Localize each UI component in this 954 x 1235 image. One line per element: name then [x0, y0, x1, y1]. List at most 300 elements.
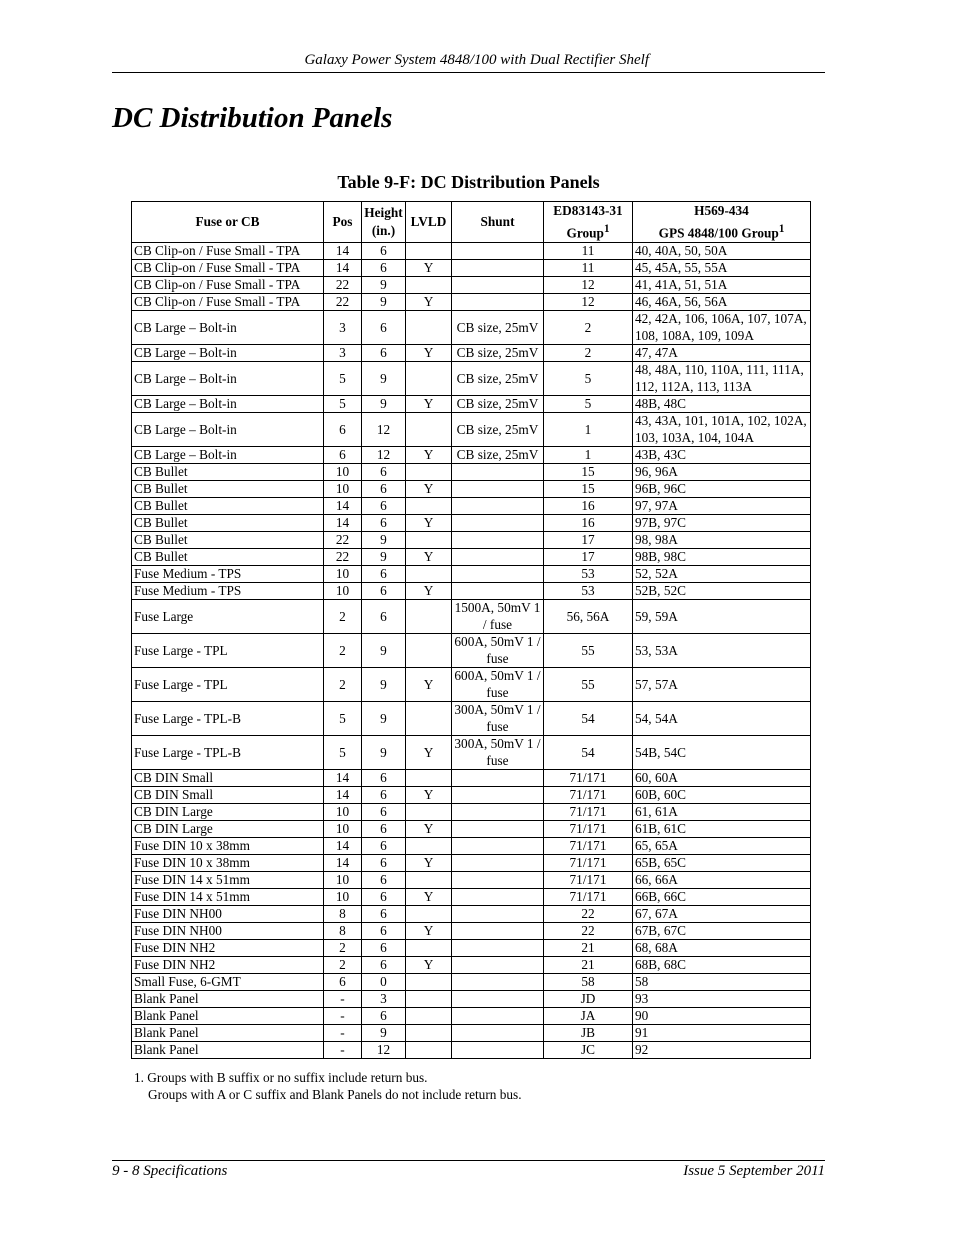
footer-rule [112, 1160, 825, 1161]
cell-shunt: CB size, 25mV [452, 311, 544, 345]
cell-height: 6 [362, 566, 406, 583]
cell-height: 6 [362, 583, 406, 600]
cell-fuse-or-cb: Blank Panel [132, 991, 324, 1008]
cell-pos: 14 [324, 515, 362, 532]
cell-ed-group: 56, 56A [544, 600, 633, 634]
cell-fuse-or-cb: CB Clip-on / Fuse Small - TPA [132, 294, 324, 311]
cell-pos: 22 [324, 294, 362, 311]
cell-shunt [452, 532, 544, 549]
cell-h569-group: 93 [633, 991, 811, 1008]
table-row [132, 906, 811, 923]
cell-lvld [406, 311, 452, 345]
cell-fuse-or-cb: Fuse DIN NH2 [132, 940, 324, 957]
cell-ed-group: 15 [544, 464, 633, 481]
cell-h569-group: 66, 66A [633, 872, 811, 889]
cell-height: 9 [362, 549, 406, 566]
cell-shunt [452, 481, 544, 498]
cell-lvld [406, 600, 452, 634]
cell-h569-group: 42, 42A, 106, 106A, 107, 107A, 108, 108A, 109, 109A [633, 311, 811, 345]
cell-shunt [452, 515, 544, 532]
footer-issue-date: Issue 5 September 2011 [683, 1163, 825, 1179]
table-row [132, 583, 811, 600]
cell-shunt: 300A, 50mV 1 / fuse [452, 736, 544, 770]
table-row [132, 345, 811, 362]
cell-pos: 14 [324, 787, 362, 804]
cell-ed-group: 53 [544, 583, 633, 600]
cell-height: 0 [362, 974, 406, 991]
cell-shunt [452, 770, 544, 787]
cell-fuse-or-cb: CB Large – Bolt-in [132, 311, 324, 345]
cell-shunt [452, 549, 544, 566]
cell-ed-group: 16 [544, 498, 633, 515]
cell-h569-group: 52B, 52C [633, 583, 811, 600]
col-header-pos: Pos [324, 202, 362, 243]
cell-pos: 6 [324, 974, 362, 991]
cell-height: 9 [362, 634, 406, 668]
cell-ed-group: 5 [544, 396, 633, 413]
cell-ed-group: 11 [544, 260, 633, 277]
cell-shunt: 1500A, 50mV 1 / fuse [452, 600, 544, 634]
table-row [132, 294, 811, 311]
table-row [132, 804, 811, 821]
cell-h569-group: 46, 46A, 56, 56A [633, 294, 811, 311]
cell-pos: 5 [324, 396, 362, 413]
cell-ed-group: 58 [544, 974, 633, 991]
table-row [132, 838, 811, 855]
cell-ed-group: 16 [544, 515, 633, 532]
cell-fuse-or-cb: Fuse DIN 14 x 51mm [132, 889, 324, 906]
cell-ed-group: JB [544, 1025, 633, 1042]
cell-fuse-or-cb: Fuse DIN 10 x 38mm [132, 855, 324, 872]
table-row [132, 923, 811, 940]
cell-pos: 22 [324, 549, 362, 566]
cell-height: 6 [362, 872, 406, 889]
cell-lvld [406, 413, 452, 447]
cell-pos: 8 [324, 906, 362, 923]
cell-ed-group: 71/171 [544, 804, 633, 821]
cell-shunt [452, 787, 544, 804]
dc-distribution-table [131, 201, 811, 1059]
cell-pos: - [324, 991, 362, 1008]
running-header: Galaxy Power System 4848/100 with Dual Rectifier Shelf [304, 52, 649, 68]
cell-fuse-or-cb: CB Clip-on / Fuse Small - TPA [132, 277, 324, 294]
table-row [132, 1008, 811, 1025]
cell-shunt [452, 889, 544, 906]
footnote-line-1: 1. Groups with B suffix or no suffix include return bus. [134, 1070, 428, 1085]
cell-pos: 2 [324, 634, 362, 668]
cell-pos: 10 [324, 464, 362, 481]
table-row [132, 940, 811, 957]
cell-lvld: Y [406, 294, 452, 311]
cell-fuse-or-cb: CB Clip-on / Fuse Small - TPA [132, 260, 324, 277]
cell-height: 9 [362, 294, 406, 311]
cell-h569-group: 47, 47A [633, 345, 811, 362]
cell-lvld [406, 1008, 452, 1025]
cell-h569-group: 43B, 43C [633, 447, 811, 464]
cell-height: 6 [362, 940, 406, 957]
cell-h569-group: 61B, 61C [633, 821, 811, 838]
cell-ed-group: 71/171 [544, 872, 633, 889]
cell-shunt [452, 583, 544, 600]
cell-height: 6 [362, 600, 406, 634]
cell-lvld: Y [406, 345, 452, 362]
cell-pos: 14 [324, 260, 362, 277]
cell-pos: - [324, 1008, 362, 1025]
cell-ed-group: 17 [544, 532, 633, 549]
cell-height: 6 [362, 464, 406, 481]
cell-shunt: 300A, 50mV 1 / fuse [452, 702, 544, 736]
col-header-height: Height (in.) [362, 202, 406, 243]
cell-ed-group: 53 [544, 566, 633, 583]
cell-h569-group: 60B, 60C [633, 787, 811, 804]
cell-height: 3 [362, 991, 406, 1008]
cell-shunt: CB size, 25mV [452, 345, 544, 362]
table-row [132, 991, 811, 1008]
cell-pos: 3 [324, 311, 362, 345]
cell-height: 12 [362, 413, 406, 447]
cell-pos: 5 [324, 362, 362, 396]
cell-shunt [452, 974, 544, 991]
cell-shunt [452, 294, 544, 311]
col-header-h569-group: H569-434 GPS 4848/100 Group$^1$ [633, 202, 811, 243]
cell-fuse-or-cb: Fuse Large - TPL [132, 668, 324, 702]
cell-pos: 14 [324, 243, 362, 260]
cell-lvld: Y [406, 668, 452, 702]
cell-height: 6 [362, 311, 406, 345]
cell-h569-group: 98, 98A [633, 532, 811, 549]
cell-ed-group: 1 [544, 447, 633, 464]
cell-ed-group: 54 [544, 736, 633, 770]
cell-height: 12 [362, 447, 406, 464]
cell-height: 9 [362, 277, 406, 294]
cell-shunt [452, 464, 544, 481]
cell-h569-group: 68, 68A [633, 940, 811, 957]
cell-pos: 2 [324, 668, 362, 702]
cell-shunt [452, 872, 544, 889]
page-title: DC Distribution Panels [112, 102, 393, 134]
cell-h569-group: 54B, 54C [633, 736, 811, 770]
cell-height: 6 [362, 906, 406, 923]
cell-h569-group: 66B, 66C [633, 889, 811, 906]
cell-fuse-or-cb: Fuse DIN 14 x 51mm [132, 872, 324, 889]
cell-h569-group: 68B, 68C [633, 957, 811, 974]
table-row [132, 821, 811, 838]
cell-fuse-or-cb: Small Fuse, 6-GMT [132, 974, 324, 991]
table-row [132, 634, 811, 668]
cell-height: 6 [362, 498, 406, 515]
cell-ed-group: 71/171 [544, 889, 633, 906]
cell-lvld: Y [406, 889, 452, 906]
cell-shunt [452, 923, 544, 940]
cell-height: 9 [362, 1025, 406, 1042]
cell-pos: 14 [324, 838, 362, 855]
cell-ed-group: 55 [544, 634, 633, 668]
cell-height: 6 [362, 243, 406, 260]
cell-height: 9 [362, 532, 406, 549]
cell-h569-group: 53, 53A [633, 634, 811, 668]
cell-h569-group: 65, 65A [633, 838, 811, 855]
cell-h569-group: 65B, 65C [633, 855, 811, 872]
table-row [132, 770, 811, 787]
table-row [132, 277, 811, 294]
cell-h569-group: 58 [633, 974, 811, 991]
cell-ed-group: 21 [544, 957, 633, 974]
cell-pos: 6 [324, 447, 362, 464]
cell-shunt [452, 498, 544, 515]
cell-ed-group: JA [544, 1008, 633, 1025]
cell-ed-group: 11 [544, 243, 633, 260]
cell-lvld [406, 838, 452, 855]
cell-pos: - [324, 1025, 362, 1042]
cell-height: 6 [362, 515, 406, 532]
cell-lvld: Y [406, 447, 452, 464]
cell-shunt [452, 804, 544, 821]
cell-height: 9 [362, 362, 406, 396]
cell-lvld [406, 804, 452, 821]
cell-fuse-or-cb: CB Large – Bolt-in [132, 447, 324, 464]
cell-fuse-or-cb: CB Large – Bolt-in [132, 396, 324, 413]
cell-shunt: CB size, 25mV [452, 413, 544, 447]
table-row [132, 396, 811, 413]
table-row [132, 498, 811, 515]
col-header-shunt: Shunt [452, 202, 544, 243]
cell-fuse-or-cb: CB Bullet [132, 498, 324, 515]
cell-lvld: Y [406, 260, 452, 277]
cell-fuse-or-cb: CB Bullet [132, 481, 324, 498]
cell-h569-group: 67, 67A [633, 906, 811, 923]
cell-h569-group: 40, 40A, 50, 50A [633, 243, 811, 260]
cell-pos: 10 [324, 566, 362, 583]
cell-lvld: Y [406, 481, 452, 498]
cell-ed-group: 71/171 [544, 821, 633, 838]
cell-lvld [406, 872, 452, 889]
cell-fuse-or-cb: Fuse Large - TPL-B [132, 736, 324, 770]
cell-pos: 5 [324, 702, 362, 736]
cell-fuse-or-cb: CB Large – Bolt-in [132, 413, 324, 447]
cell-fuse-or-cb: Blank Panel [132, 1042, 324, 1059]
cell-ed-group: 17 [544, 549, 633, 566]
cell-lvld [406, 464, 452, 481]
cell-ed-group: 2 [544, 311, 633, 345]
cell-lvld [406, 974, 452, 991]
cell-pos: 14 [324, 498, 362, 515]
cell-shunt [452, 1008, 544, 1025]
cell-lvld [406, 566, 452, 583]
cell-height: 6 [362, 770, 406, 787]
cell-fuse-or-cb: Fuse DIN NH2 [132, 957, 324, 974]
cell-fuse-or-cb: Fuse Large - TPL [132, 634, 324, 668]
cell-lvld: Y [406, 855, 452, 872]
cell-pos: 22 [324, 532, 362, 549]
cell-lvld [406, 532, 452, 549]
cell-shunt [452, 260, 544, 277]
cell-lvld: Y [406, 396, 452, 413]
table-header-row [132, 202, 811, 243]
cell-pos: 10 [324, 481, 362, 498]
cell-pos: 14 [324, 770, 362, 787]
cell-shunt [452, 940, 544, 957]
cell-lvld [406, 243, 452, 260]
table-row [132, 243, 811, 260]
cell-h569-group: 60, 60A [633, 770, 811, 787]
header-rule [112, 72, 825, 73]
cell-lvld [406, 1042, 452, 1059]
cell-h569-group: 67B, 67C [633, 923, 811, 940]
table-footnote [134, 1069, 522, 1103]
cell-fuse-or-cb: CB Large – Bolt-in [132, 362, 324, 396]
cell-h569-group: 48, 48A, 110, 110A, 111, 111A, 112, 112A, 113, 113A [633, 362, 811, 396]
cell-ed-group: 2 [544, 345, 633, 362]
cell-height: 9 [362, 736, 406, 770]
cell-ed-group: 22 [544, 906, 633, 923]
col-header-ed-group: ED83143-31 Group$^1$ [544, 202, 633, 243]
cell-lvld [406, 1025, 452, 1042]
cell-h569-group: 98B, 98C [633, 549, 811, 566]
cell-ed-group: JC [544, 1042, 633, 1059]
cell-shunt [452, 838, 544, 855]
cell-pos: 2 [324, 600, 362, 634]
cell-height: 6 [362, 345, 406, 362]
cell-h569-group: 45, 45A, 55, 55A [633, 260, 811, 277]
col-header-lvld: LVLD [406, 202, 452, 243]
table-row [132, 447, 811, 464]
cell-height: 6 [362, 838, 406, 855]
cell-shunt [452, 906, 544, 923]
cell-pos: 10 [324, 583, 362, 600]
cell-shunt: 600A, 50mV 1 / fuse [452, 668, 544, 702]
cell-lvld: Y [406, 515, 452, 532]
cell-pos: 10 [324, 889, 362, 906]
cell-height: 9 [362, 396, 406, 413]
cell-ed-group: 1 [544, 413, 633, 447]
cell-ed-group: 71/171 [544, 787, 633, 804]
cell-ed-group: 15 [544, 481, 633, 498]
cell-fuse-or-cb: Fuse Medium - TPS [132, 583, 324, 600]
footnote-line-2: Groups with A or C suffix and Blank Panels do not include return bus. [148, 1087, 522, 1102]
cell-pos: 3 [324, 345, 362, 362]
table-row [132, 260, 811, 277]
cell-fuse-or-cb: CB DIN Large [132, 804, 324, 821]
col-header-fuse-or-cb: Fuse or CB [132, 202, 324, 243]
cell-height: 6 [362, 260, 406, 277]
table-caption: Table 9-F: DC Distribution Panels [337, 172, 600, 192]
cell-shunt: CB size, 25mV [452, 447, 544, 464]
cell-pos: - [324, 1042, 362, 1059]
cell-pos: 2 [324, 957, 362, 974]
cell-pos: 8 [324, 923, 362, 940]
cell-ed-group: 5 [544, 362, 633, 396]
cell-fuse-or-cb: CB DIN Small [132, 770, 324, 787]
cell-shunt [452, 243, 544, 260]
table-row [132, 481, 811, 498]
table-row [132, 889, 811, 906]
table-row [132, 362, 811, 396]
cell-height: 9 [362, 702, 406, 736]
cell-h569-group: 59, 59A [633, 600, 811, 634]
cell-lvld [406, 906, 452, 923]
cell-height: 6 [362, 804, 406, 821]
cell-h569-group: 90 [633, 1008, 811, 1025]
cell-pos: 22 [324, 277, 362, 294]
cell-height: 9 [362, 668, 406, 702]
cell-height: 6 [362, 855, 406, 872]
cell-shunt: 600A, 50mV 1 / fuse [452, 634, 544, 668]
cell-shunt: CB size, 25mV [452, 362, 544, 396]
table-row [132, 702, 811, 736]
cell-lvld: Y [406, 787, 452, 804]
cell-height: 6 [362, 923, 406, 940]
cell-h569-group: 97, 97A [633, 498, 811, 515]
cell-h569-group: 91 [633, 1025, 811, 1042]
table-row [132, 413, 811, 447]
cell-lvld [406, 940, 452, 957]
cell-h569-group: 61, 61A [633, 804, 811, 821]
cell-lvld [406, 362, 452, 396]
cell-h569-group: 92 [633, 1042, 811, 1059]
cell-fuse-or-cb: CB Bullet [132, 464, 324, 481]
cell-ed-group: 12 [544, 277, 633, 294]
cell-fuse-or-cb: CB Bullet [132, 515, 324, 532]
cell-h569-group: 52, 52A [633, 566, 811, 583]
cell-ed-group: 22 [544, 923, 633, 940]
cell-height: 12 [362, 1042, 406, 1059]
cell-lvld [406, 770, 452, 787]
cell-pos: 10 [324, 804, 362, 821]
cell-fuse-or-cb: CB Large – Bolt-in [132, 345, 324, 362]
cell-ed-group: 71/171 [544, 838, 633, 855]
cell-ed-group: JD [544, 991, 633, 1008]
cell-lvld: Y [406, 583, 452, 600]
cell-pos: 2 [324, 940, 362, 957]
cell-shunt [452, 1025, 544, 1042]
table-row [132, 549, 811, 566]
cell-lvld: Y [406, 957, 452, 974]
cell-lvld [406, 498, 452, 515]
table-row [132, 1042, 811, 1059]
cell-fuse-or-cb: CB DIN Small [132, 787, 324, 804]
cell-pos: 6 [324, 413, 362, 447]
cell-ed-group: 21 [544, 940, 633, 957]
cell-lvld [406, 702, 452, 736]
cell-ed-group: 55 [544, 668, 633, 702]
cell-fuse-or-cb: Fuse DIN 10 x 38mm [132, 838, 324, 855]
cell-fuse-or-cb: CB Bullet [132, 549, 324, 566]
cell-lvld: Y [406, 821, 452, 838]
cell-ed-group: 71/171 [544, 855, 633, 872]
cell-fuse-or-cb: Fuse DIN NH00 [132, 906, 324, 923]
cell-shunt [452, 957, 544, 974]
table-row [132, 600, 811, 634]
table-row [132, 957, 811, 974]
cell-height: 6 [362, 957, 406, 974]
cell-pos: 14 [324, 855, 362, 872]
cell-h569-group: 96, 96A [633, 464, 811, 481]
cell-lvld: Y [406, 736, 452, 770]
cell-fuse-or-cb: CB Bullet [132, 532, 324, 549]
cell-pos: 10 [324, 872, 362, 889]
cell-lvld [406, 634, 452, 668]
cell-shunt [452, 991, 544, 1008]
cell-fuse-or-cb: Blank Panel [132, 1025, 324, 1042]
cell-height: 6 [362, 821, 406, 838]
cell-height: 6 [362, 1008, 406, 1025]
table-row [132, 464, 811, 481]
cell-height: 6 [362, 481, 406, 498]
cell-lvld [406, 991, 452, 1008]
table-row [132, 855, 811, 872]
table-row [132, 872, 811, 889]
cell-h569-group: 41, 41A, 51, 51A [633, 277, 811, 294]
